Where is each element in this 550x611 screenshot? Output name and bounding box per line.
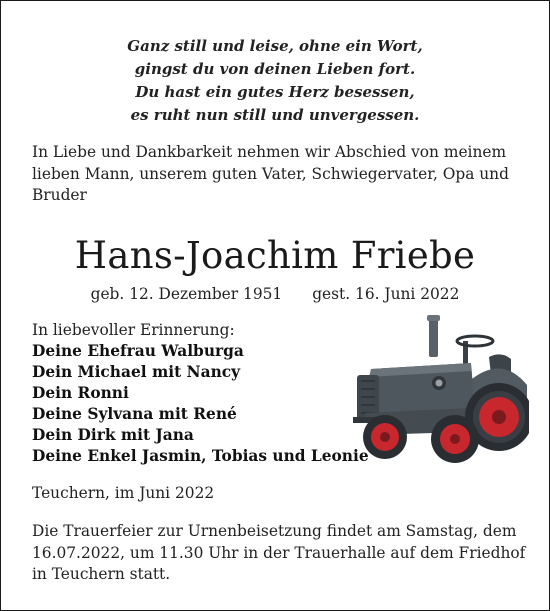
place-date: Teuchern, im Juni 2022 xyxy=(32,484,215,502)
ceremony-line: 16.07.2022, um 11.30 Uhr in der Trauerhalle auf dem Friedhof xyxy=(32,543,526,562)
intro-text xyxy=(32,142,524,207)
poem-line: Du hast ein gutes Herz besessen, xyxy=(135,83,415,101)
ceremony-info xyxy=(32,521,532,586)
life-dates xyxy=(1,284,549,304)
family-member: Deine Ehefrau Walburga xyxy=(32,342,244,360)
family-list xyxy=(32,341,369,467)
memory-label: In liebevoller Erinnerung: xyxy=(32,321,235,339)
poem-line: Ganz still und leise, ohne ein Wort, xyxy=(127,37,423,55)
tractor-icon xyxy=(351,313,529,471)
poem-line: es ruht nun still und unvergessen. xyxy=(130,106,420,124)
ceremony-line: Die Trauerfeier zur Urnenbeisetzung findet am Samstag, dem xyxy=(32,522,517,540)
death-date: gest. 16. Juni 2022 xyxy=(312,285,460,303)
poem-line: gingst du von deinen Lieben fort. xyxy=(134,60,416,78)
family-member: Deine Sylvana mit René xyxy=(32,405,237,423)
intro-line: lieben Mann, unserem guten Vater, Schwiegervater, Opa und xyxy=(32,164,509,183)
intro-line: Bruder xyxy=(32,186,87,204)
family-member: Dein Michael mit Nancy xyxy=(32,363,241,381)
family-member: Dein Dirk mit Jana xyxy=(32,426,194,444)
birth-date: geb. 12. Dezember 1951 xyxy=(90,285,283,303)
poem xyxy=(1,35,549,127)
intro-line: In Liebe und Dankbarkeit nehmen wir Abschied von meinem xyxy=(32,143,507,161)
family-member: Dein Ronni xyxy=(32,384,129,402)
ceremony-line: in Teuchern statt. xyxy=(32,565,171,583)
deceased-name: Hans-Joachim Friebe xyxy=(74,234,476,277)
family-member: Deine Enkel Jasmin, Tobias und Leonie xyxy=(32,447,369,465)
